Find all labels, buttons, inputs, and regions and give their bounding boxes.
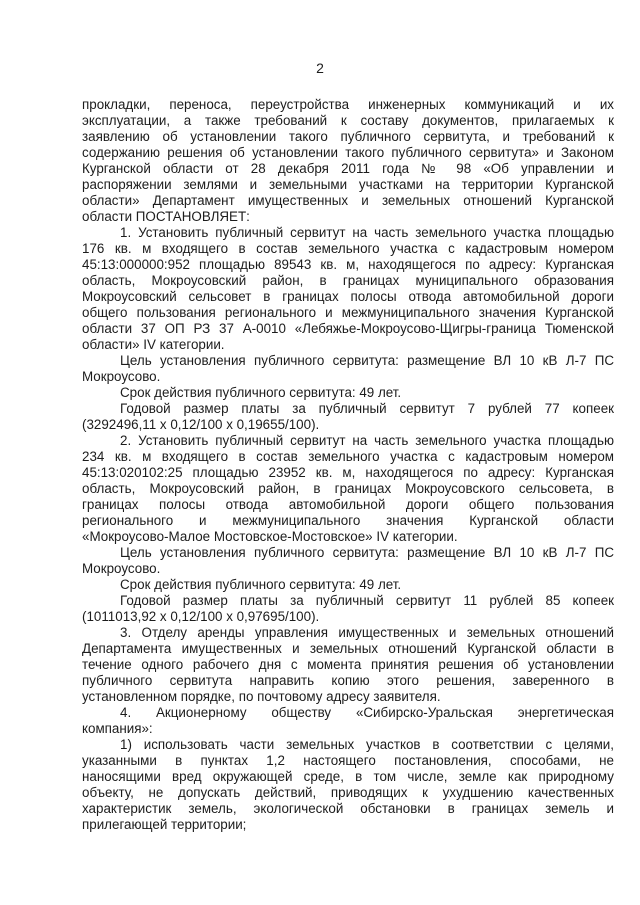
text-line: заявлению об установлении такого публичного сервитута, и требований к (82, 129, 614, 144)
text-line: характеристик земель, экологической обстановки в границах земель и (82, 801, 614, 816)
text-line: 45:13:000000:952 площадью 89543 кв. м, находящегося по адресу: Курганская (82, 257, 614, 272)
text-line: (1011013,92 х 0,12/100 х 0,97695/100). (82, 609, 320, 624)
text-line: регионального и межмуниципального значения Курганской области (82, 513, 614, 528)
text-line: области» IV категории. (82, 337, 225, 352)
page-number: 2 (316, 60, 324, 76)
text-line: Срок действия публичного сервитута: 49 лет. (120, 385, 402, 400)
text-line: указанными в пунктах 1,2 настоящего постановления, способами, не (82, 753, 614, 768)
text-line: «Мокроусово-Малое Мостовское-Мостовское» IV категории. (82, 529, 458, 544)
text-line: установленном порядке, по почтовому адресу заявителя. (82, 689, 441, 704)
text-line: области» Департамент имущественных и земельных отношений Курганской (82, 193, 614, 208)
text-line: 2. Установить публичный сервитут на часть земельного участка площадью (120, 433, 614, 448)
text-line: прокладки, переноса, переустройства инженерных коммуникаций и их (82, 97, 614, 112)
text-line: 176 кв. м входящего в состав земельного участка с кадастровым номером (82, 241, 614, 256)
text-line: 3. Отделу аренды управления имущественных и земельных отношений (120, 625, 614, 640)
text-line: Мокроусово. (82, 369, 161, 384)
text-line: Курганской области от 28 декабря 2011 года № 98 «Об управлении и (82, 161, 614, 176)
text-line: 1. Установить публичный сервитут на часть земельного участка площадью (120, 225, 614, 240)
text-line: границах полосы отвода автомобильной дороги общего пользования (82, 497, 614, 512)
text-line: Цель установления публичного сервитута: размещение ВЛ 10 кВ Л-7 ПС (120, 353, 614, 368)
text-line: Мокроусово. (82, 561, 161, 576)
text-line: область, Мокроусовский район, в границах Мокроусовского сельсовета, в (82, 481, 614, 496)
text-line: Мокроусовский сельсовет в границах полосы отвода автомобильной дороги (82, 289, 614, 304)
text-line: наносящими вред окружающей среде, в том числе, земле как природному (82, 769, 614, 784)
text-line: Годовой размер платы за публичный сервитут 7 рублей 77 копеек (120, 401, 614, 416)
text-line: область, Мокроусовский район, в границах муниципального образования (82, 273, 614, 288)
text-line: 1) использовать части земельных участков в соответствии с целями, (120, 737, 614, 752)
text-line: содержанию решения об установлении такого публичного сервитута» и Законом (82, 145, 614, 160)
text-line: эксплуатации, а также требований к составу документов, прилагаемых к (82, 113, 614, 128)
text-line: публичного сервитута направить копию этого решения, заверенного в (82, 673, 614, 688)
text-line: прилегающей территории; (82, 817, 247, 832)
text-line: объекту, не допускать действий, приводящих к ухудшению качественных (82, 785, 614, 800)
text-line: Годовой размер платы за публичный сервитут 11 рублей 85 копеек (120, 593, 614, 608)
text-line: компания»: (82, 721, 153, 736)
text-line: Департамента имущественных и земельных отношений Курганской области в (82, 641, 614, 656)
text-line: Цель установления публичного сервитута: размещение ВЛ 10 кВ Л-7 ПС (120, 545, 614, 560)
text-line: (3292496,11 х 0,12/100 х 0,19655/100). (82, 417, 320, 432)
text-line: 234 кв. м входящего в состав земельного участка с кадастровым номером (82, 449, 614, 464)
document-body (82, 97, 614, 833)
text-line: общего пользования регионального и межмуниципального значения Курганской (82, 305, 614, 320)
text-line: распоряжении землями и земельными участками на территории Курганской (82, 177, 614, 192)
text-line: 45:13:020102:25 площадью 23952 кв. м, находящегося по адресу: Курганская (82, 465, 614, 480)
text-line: Срок действия публичного сервитута: 49 лет. (120, 577, 402, 592)
text-line: течение одного рабочего дня с момента принятия решения об установлении (82, 657, 614, 672)
text-line: области ПОСТАНОВЛЯЕТ: (82, 209, 250, 224)
text-line: 4. Акционерному обществу «Сибирско-Уральская энергетическая (120, 705, 614, 720)
text-line: области 37 ОП РЗ 37 А-0010 «Лебяжье-Мокроусово-Щигры-граница Тюменской (82, 321, 614, 336)
